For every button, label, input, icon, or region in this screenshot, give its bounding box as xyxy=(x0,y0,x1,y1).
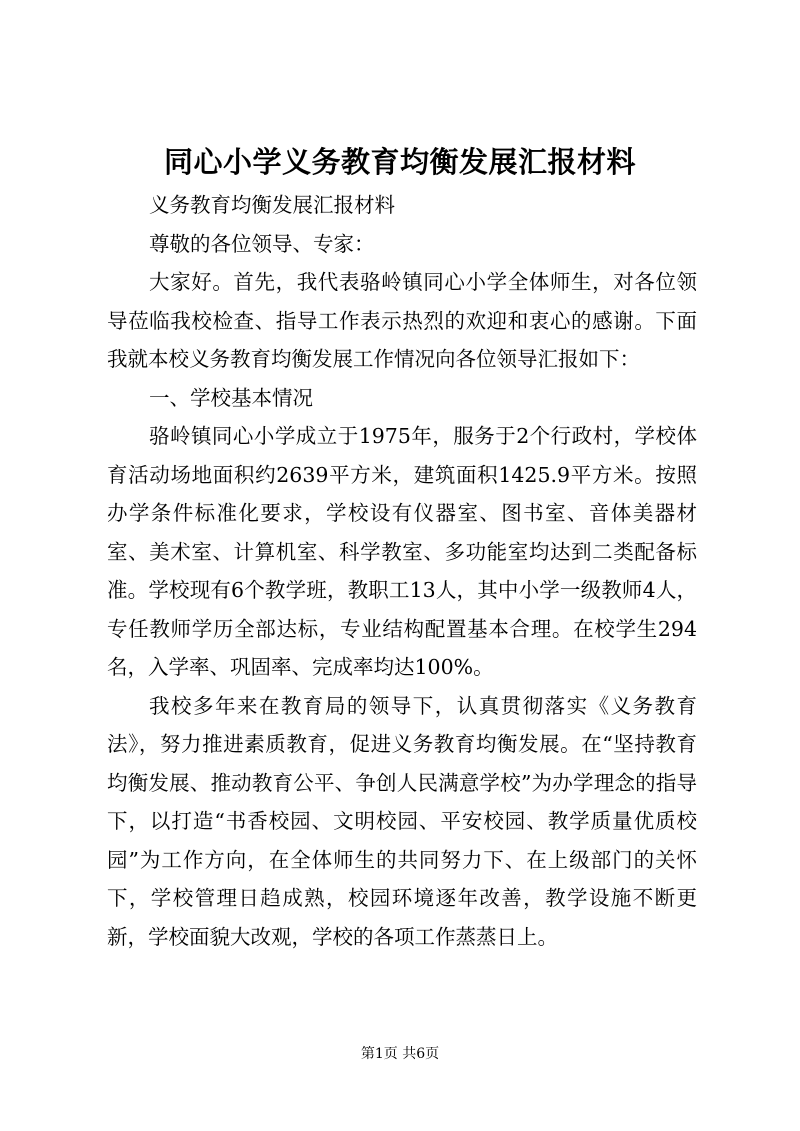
section-heading-basic-info: 一、学校基本情况 xyxy=(149,385,314,410)
paragraph-subtitle: 义务教育均衡发展汇报材料 xyxy=(149,193,396,217)
paragraph-school-overview: 骆岭镇同心小学成立于1975年，服务于2个行政村，学校体育活动场地面积约2639平方米，建筑面积1425.9平方米。按照办学条件标准化要求，学校设有仪器室、图书室、音体美器材室、美术室、计算机室、科学教室、多功能室均达到二类配备标准。学校现有6个教学班，教职工13人，其中小学一级教师4人，专任教师学历全部达标，专业结构配置基本合理。在校学生294名，入学率、巩固率、完成率均达100%。 xyxy=(107,424,697,679)
paragraph-school-development: 我校多年来在教育局的领导下，认真贯彻落实《义务教育法》，努力推进素质教育，促进义务教育均衡发展。在“坚持教育均衡发展、推动教育公平、争创人民满意学校”为办学理念的指导下，以打造“书香校园、文明校园、平安校园、教学质量优质校园”为工作方向，在全体师生的共同努力下、在上级部门的关怀下，学校管理日趋成熟，校园环境逐年改善，教学设施不断更新，学校面貌大改观，学校的各项工作蒸蒸日上。 xyxy=(107,693,697,949)
paragraph-greeting: 大家好。首先，我代表骆岭镇同心小学全体师生，对各位领导莅临我校检查、指导工作表示热烈的欢迎和衷心的感谢。下面我就本校义务教育均衡发展工作情况向各位领导汇报如下： xyxy=(107,270,697,371)
page-footer: 第1页 共6页 xyxy=(360,1046,440,1062)
page-title: 同心小学义务教育均衡发展汇报材料 xyxy=(163,145,636,179)
document-body xyxy=(107,186,697,956)
paragraph-salutation: 尊敬的各位领导、专家： xyxy=(149,231,375,256)
